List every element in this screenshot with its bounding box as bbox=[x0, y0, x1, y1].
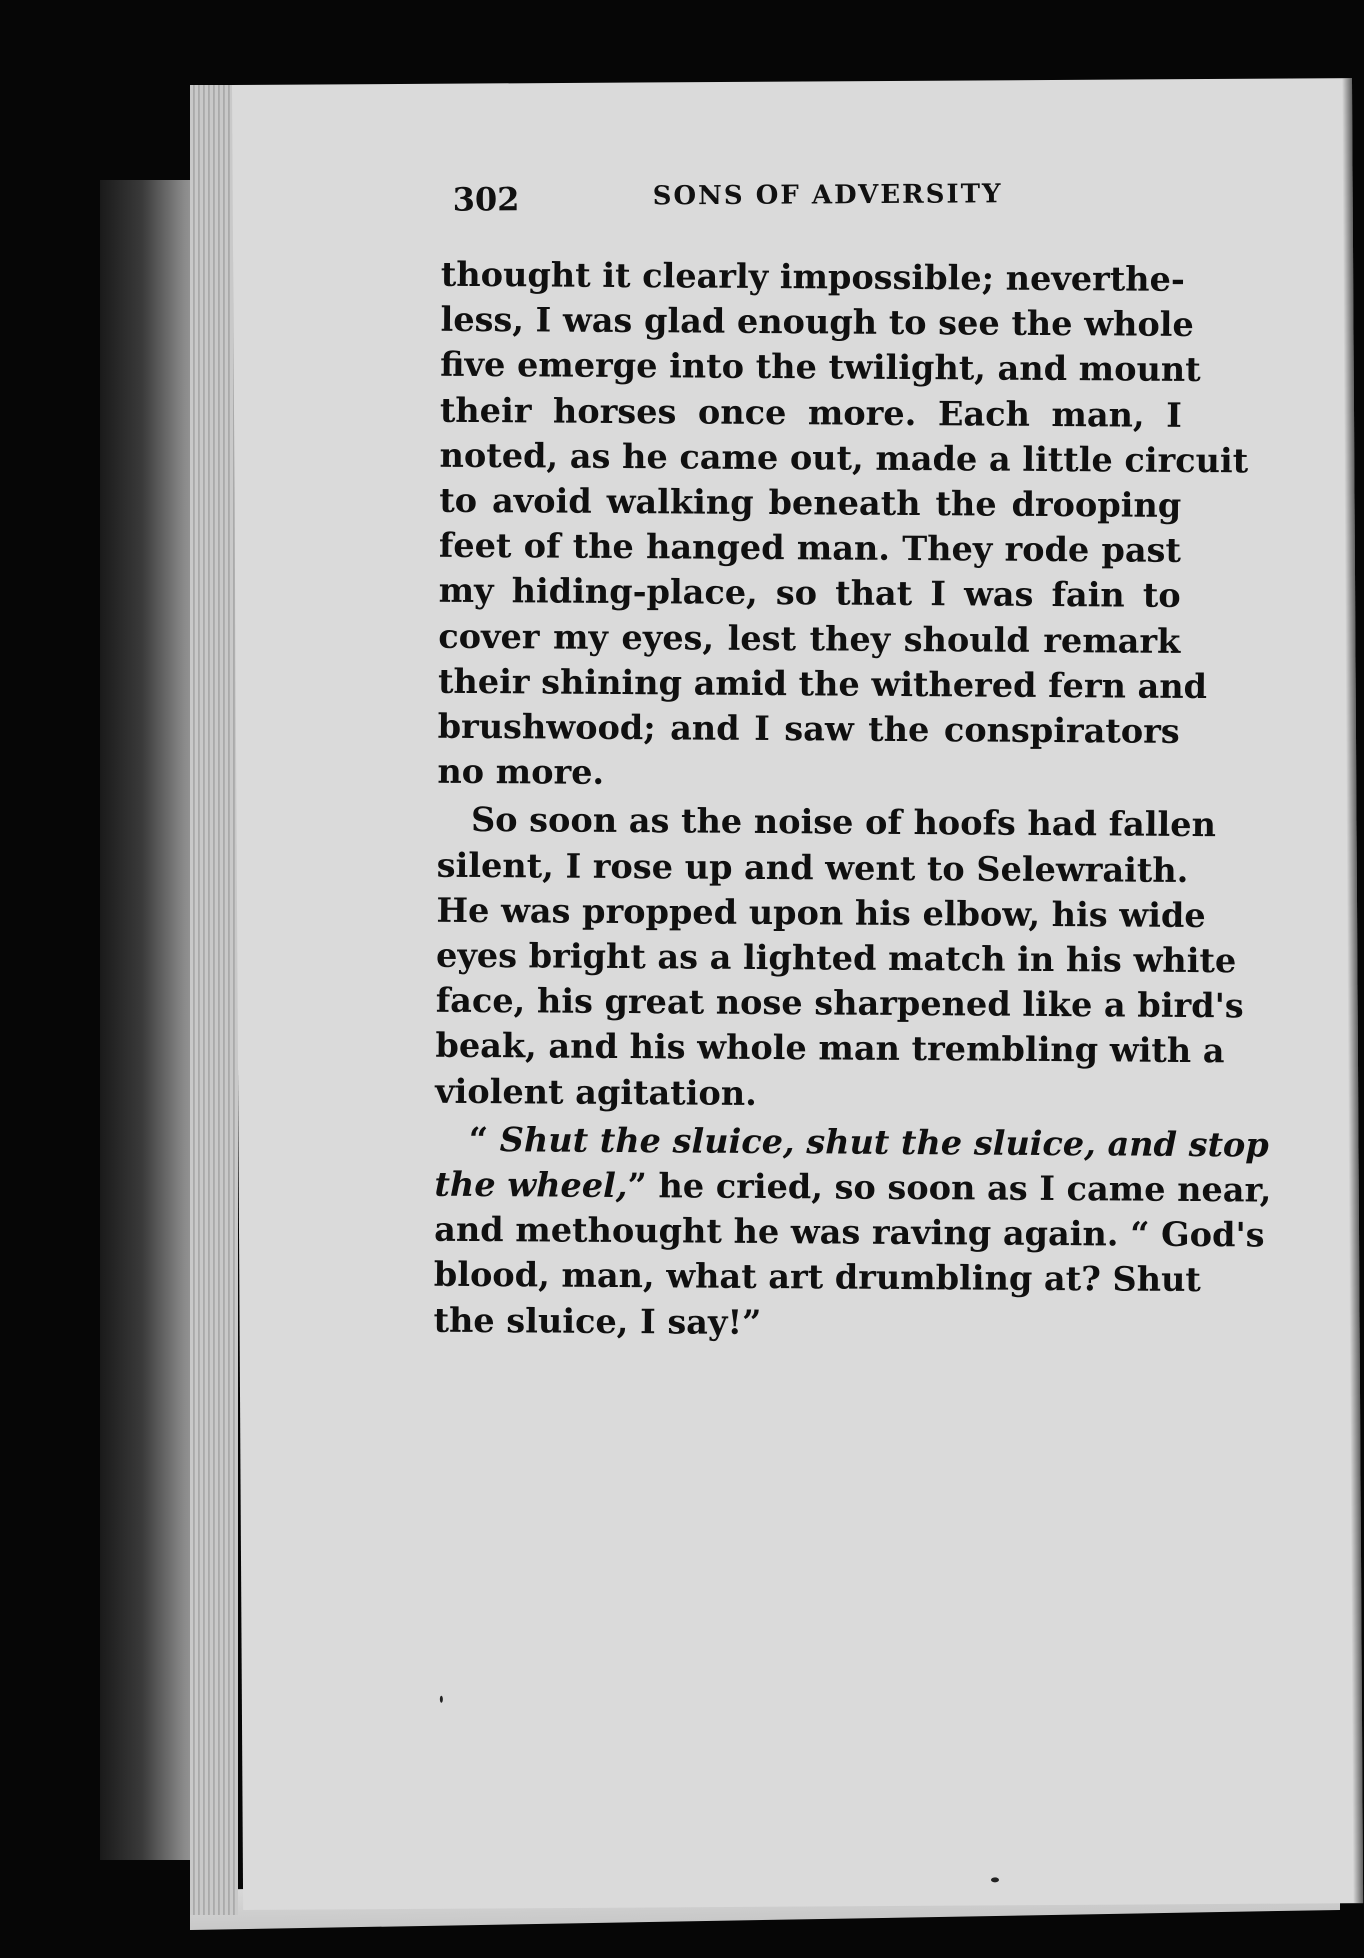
body-text bbox=[433, 252, 1272, 1348]
italic-speech: the wheel, bbox=[434, 1164, 628, 1206]
text-line: cover my eyes, lest they should remark bbox=[438, 616, 1181, 661]
italic-speech: Shut the sluice, shut the sluice, and stop bbox=[499, 1120, 1269, 1165]
text-line: blood, man, what art drumbling at? Shut bbox=[433, 1255, 1201, 1300]
text-line: eyes bright as a lighted match in his white bbox=[435, 935, 1237, 981]
running-head bbox=[453, 177, 1013, 220]
scan-speck bbox=[440, 1696, 443, 1703]
text-line: less, I was glad enough to see the whole bbox=[440, 299, 1194, 345]
text-line: their horses once more. Each man, I bbox=[439, 390, 1183, 435]
text-line bbox=[434, 1162, 1272, 1212]
text-line: five emerge into the twilight, and mount bbox=[440, 345, 1201, 390]
text-line: the sluice, I say!” bbox=[433, 1300, 762, 1342]
scan-speck bbox=[991, 1877, 999, 1882]
text-line: face, his great nose sharpened like a bird's bbox=[435, 980, 1244, 1026]
text-line: silent, I rose up and went to Selewraith. bbox=[436, 845, 1189, 890]
text-line: brushwood; and I saw the conspirators bbox=[437, 706, 1180, 751]
open-quote: “ bbox=[468, 1119, 500, 1160]
text-line: to avoid walking beneath the drooping bbox=[439, 480, 1182, 525]
page-number: 302 bbox=[452, 180, 520, 219]
text-line: He was propped upon his elbow, his wide bbox=[436, 890, 1206, 935]
text-line: no more. bbox=[437, 751, 605, 793]
text-line: So soon as the noise of hoofs had fallen bbox=[470, 800, 1217, 845]
text-line: thought it clearly impossible; neverthe- bbox=[440, 254, 1185, 299]
page-stack-edges bbox=[190, 85, 238, 1915]
text-line: violent agitation. bbox=[435, 1071, 757, 1113]
text-line: beak, and his whole man trembling with a bbox=[435, 1026, 1225, 1071]
text-line bbox=[435, 1117, 1269, 1167]
text-line: and methought he was raving again. “ God's bbox=[434, 1209, 1265, 1255]
book-page bbox=[232, 78, 1363, 1910]
text-fragment: ” he cried, so soon as I came near, bbox=[627, 1166, 1272, 1210]
text-line: feet of the hanged man. They rode past bbox=[438, 525, 1182, 571]
text-line: their shining amid the withered fern and bbox=[437, 661, 1208, 706]
running-title: SONS OF ADVERSITY bbox=[652, 179, 1003, 212]
page-gutter-shadow bbox=[1342, 78, 1363, 1903]
text-line: my hiding-place, so that I was fain to bbox=[438, 571, 1181, 616]
text-line: noted, as he came out, made a little circuit bbox=[439, 435, 1249, 481]
